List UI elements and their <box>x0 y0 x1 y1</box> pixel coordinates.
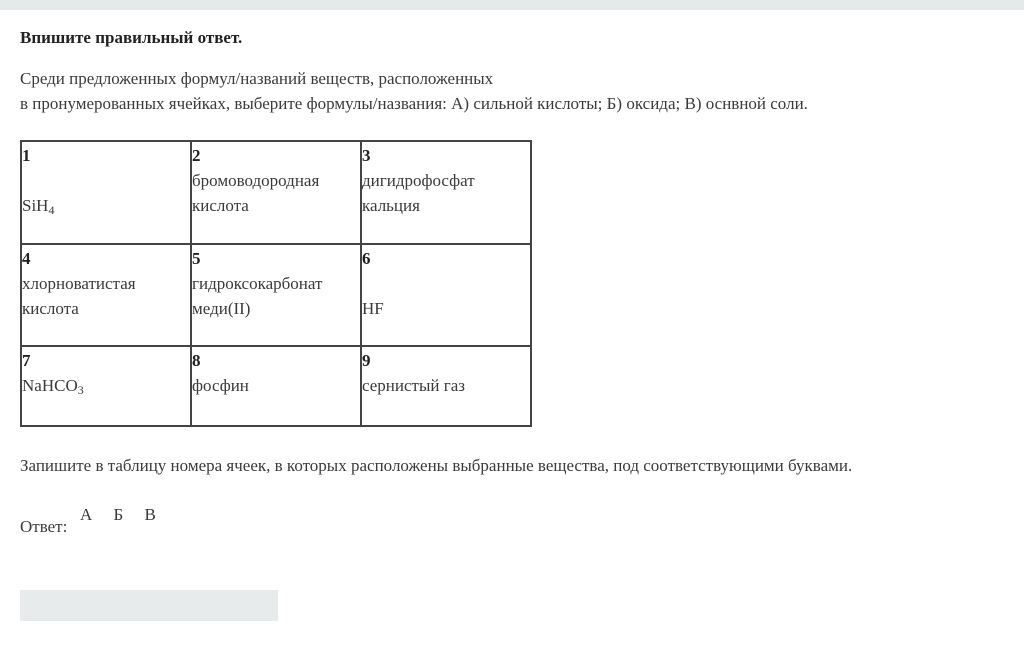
table-cell-7 <box>21 346 191 426</box>
top-strip <box>0 0 1024 10</box>
answer-letter-b: Б <box>113 505 124 524</box>
table-cell-6 <box>361 244 531 346</box>
question-line-2: в пронумерованных ячейках, выберите формулы/названия: А) сильной кислоты; Б) оксида; В) оснвной соли. <box>20 94 808 113</box>
table-row <box>21 346 531 426</box>
cell-text: гидроксокарбонат <box>192 274 323 293</box>
cell-text: кислота <box>192 196 249 215</box>
cell-number: 2 <box>192 146 201 165</box>
cell-text: меди(II) <box>192 299 251 318</box>
cell-number: 7 <box>22 351 31 370</box>
answer-letter-v: В <box>144 505 156 524</box>
cell-formula: NaHCO$_3$ <box>22 376 84 397</box>
substances-table <box>20 140 532 427</box>
answer-letter-a: А <box>80 505 93 524</box>
task-question <box>20 66 1010 116</box>
table-cell-8 <box>191 346 361 426</box>
question-line-1: Среди предложенных формул/названий веществ, расположенных <box>20 69 494 88</box>
answer-label: Ответ: <box>20 517 68 536</box>
table-cell-1 <box>21 141 191 244</box>
answer-input[interactable] <box>20 590 278 621</box>
table-row <box>21 244 531 346</box>
cell-number: 8 <box>192 351 201 370</box>
cell-formula: SiH$_4$ <box>22 196 55 217</box>
cell-text: кальция <box>362 196 420 215</box>
cell-formula: HF <box>362 299 384 318</box>
table-cell-2 <box>191 141 361 244</box>
cell-number: 9 <box>362 351 371 370</box>
cell-text: хлорноватистая <box>22 274 136 293</box>
table-cell-9 <box>361 346 531 426</box>
table-cell-4 <box>21 244 191 346</box>
cell-number: 1 <box>22 146 31 165</box>
cell-text: кислота <box>22 299 79 318</box>
cell-text: сернистый газ <box>362 376 465 395</box>
table-row <box>21 141 531 244</box>
cell-text: бромоводородная <box>192 171 320 190</box>
cell-number: 6 <box>362 249 371 268</box>
cell-text: фосфин <box>192 376 249 395</box>
table-cell-3 <box>361 141 531 244</box>
task-content <box>20 27 1010 536</box>
cell-text: дигидрофосфат <box>362 171 475 190</box>
task-instruction: Впишите правильный ответ. <box>20 28 243 47</box>
answer-letters <box>80 505 173 525</box>
cell-number: 5 <box>192 249 201 268</box>
cell-number: 4 <box>22 249 31 268</box>
answer-instruction: Запишите в таблицу номера ячеек, в которых расположены выбранные вещества, под соответствующими буквами. <box>20 456 853 475</box>
cell-number: 3 <box>362 146 371 165</box>
table-cell-5 <box>191 244 361 346</box>
